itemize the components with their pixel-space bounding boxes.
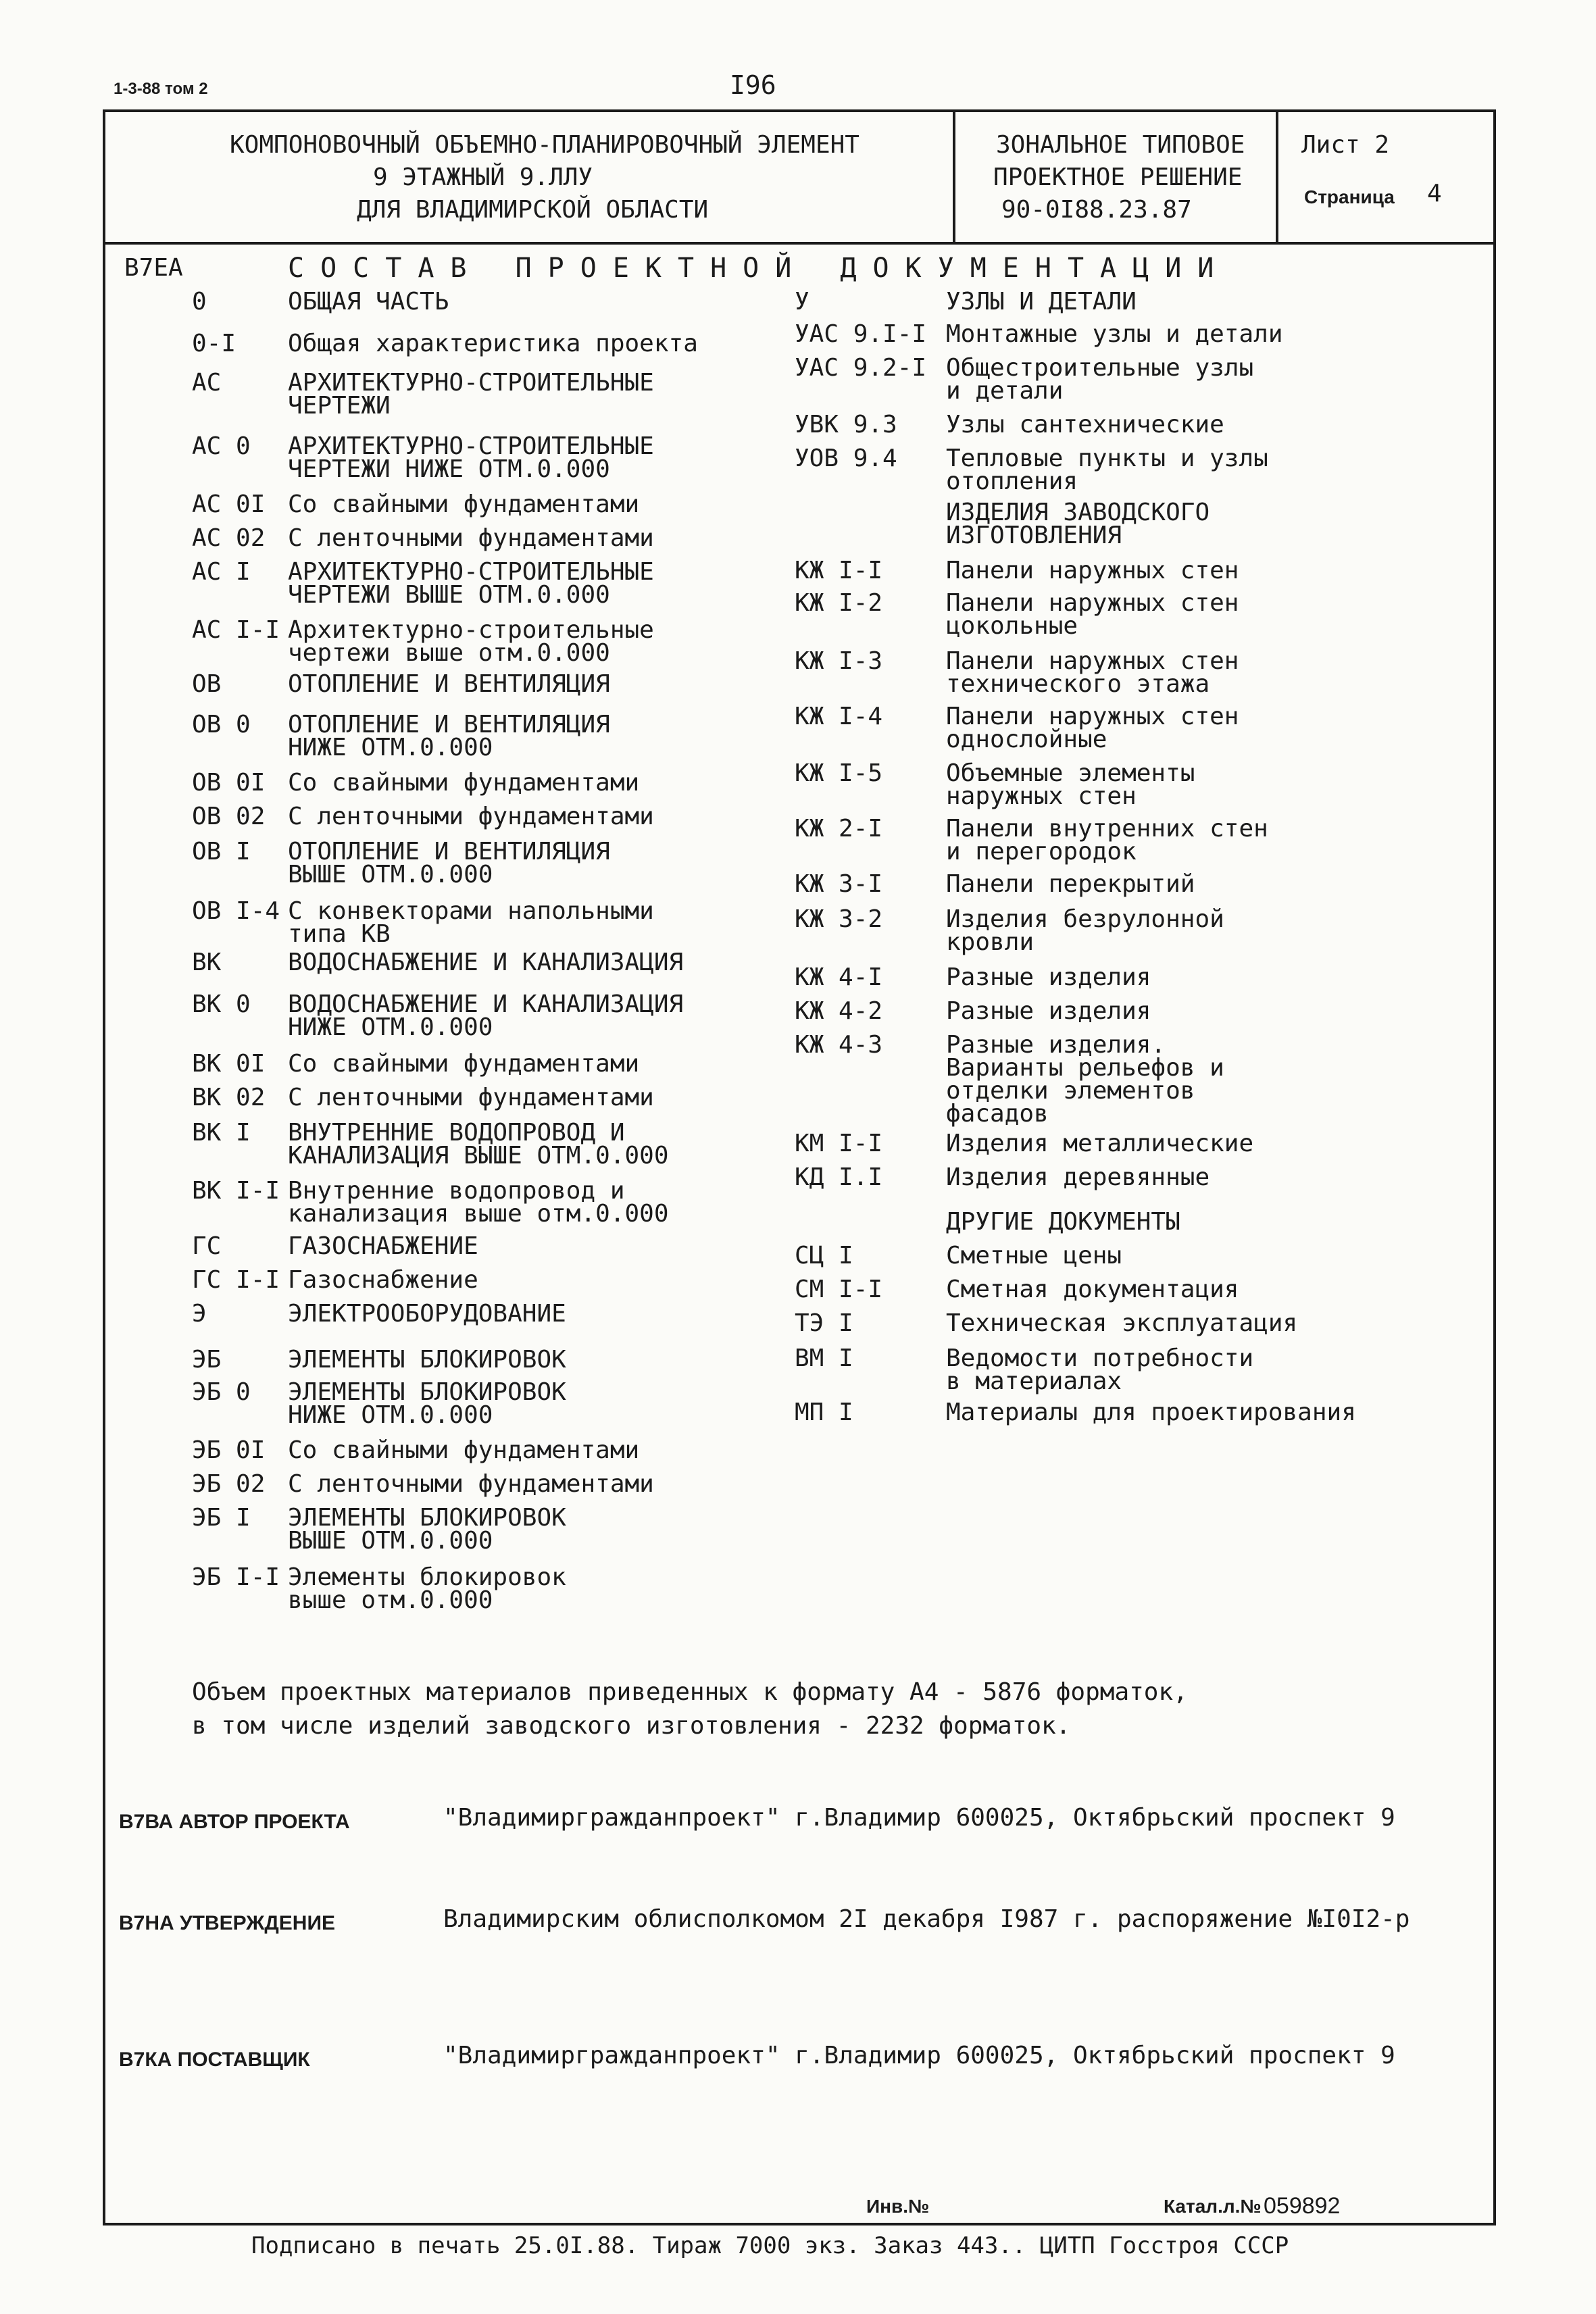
doc-code: ЭБ 02 [192, 1470, 266, 1498]
doc-title-line: Материалы для проектирования [946, 1399, 1356, 1426]
doc-title-line: Со свайными фундаментами [288, 1050, 640, 1078]
doc-code: АС I-I [192, 616, 280, 644]
doc-title-line: АРХИТЕКТУРНО-СТРОИТЕЛЬНЫЕ [288, 369, 654, 397]
doc-title-line: Техническая эксплуатация [946, 1309, 1298, 1337]
page-value: 4 [1427, 180, 1442, 207]
print-line: Подписано в печать 25.0I.88. Тираж 7000 экз. Заказ 443.. ЦИТП Госстроя СССР [251, 2232, 1289, 2259]
doc-title-line: Газоснабжение [288, 1266, 478, 1294]
doc-code: АС 0 [192, 432, 251, 460]
doc-title-line: УЗЛЫ И ДЕТАЛИ [946, 288, 1137, 316]
doc-title-line: ВНУТРЕННИЕ ВОДОПРОВОД И [288, 1119, 625, 1147]
doc-code: ТЭ I [795, 1309, 853, 1337]
doc-code: ВК 0I [192, 1050, 266, 1078]
doc-code: ОВ 0I [192, 769, 266, 797]
doc-title-line: канализация выше отм.0.000 [288, 1200, 669, 1228]
doc-title-line: ГАЗОСНАБЖЕНИЕ [288, 1232, 478, 1260]
doc-title-line: цокольные [946, 612, 1078, 640]
doc-title-line: ИЗДЕЛИЯ ЗАВОДСКОГО [946, 499, 1210, 526]
doc-title-line: Изделия безрулонной [946, 905, 1224, 933]
doc-title-line: отопления [946, 468, 1078, 495]
doc-title-line: выше отм.0.000 [288, 1586, 493, 1614]
doc-code: УАС 9.2-I [795, 354, 927, 382]
doc-code: ОВ 02 [192, 803, 266, 830]
doc-code: ЭБ I [192, 1504, 251, 1532]
doc-title-line: Разные изделия [946, 963, 1151, 991]
doc-title-line: и детали [946, 377, 1064, 405]
doc-code: ВК 0 [192, 990, 251, 1018]
doc-title-line: ЧЕРТЕЖИ НИЖЕ ОТМ.0.000 [288, 455, 610, 483]
doc-code: ВК I [192, 1119, 251, 1147]
doc-code: АС [192, 369, 222, 397]
doc-title-line: ВЫШЕ ОТМ.0.000 [288, 861, 493, 888]
doc-title-line: НИЖЕ ОТМ.0.000 [288, 1013, 493, 1041]
doc-title-line: ВОДОСНАБЖЕНИЕ И КАНАЛИЗАЦИЯ [288, 990, 684, 1018]
doc-title-line: ВОДОСНАБЖЕНИЕ И КАНАЛИЗАЦИЯ [288, 949, 684, 976]
doc-code: КЖ 4-2 [795, 997, 883, 1025]
doc-title-line: Ведомости потребности [946, 1344, 1254, 1372]
doc-code: КЖ I-2 [795, 589, 883, 617]
doc-title-line: ЭЛЕКТРООБОРУДОВАНИЕ [288, 1300, 566, 1328]
doc-code: СЦ I [795, 1242, 853, 1269]
doc-code: ОВ [192, 670, 222, 698]
doc-code: ЭБ I-I [192, 1563, 280, 1591]
doc-code: ГС [192, 1232, 222, 1260]
doc-title-line: Элементы блокировок [288, 1563, 566, 1591]
page-label: Страница [1304, 186, 1395, 207]
doc-code: КЖ I-3 [795, 647, 883, 675]
series-label: 1-3-88 том 2 [114, 80, 208, 98]
doc-code: УВК 9.3 [795, 411, 897, 438]
doc-code: ОВ 0 [192, 711, 251, 738]
approval-label: В7НА УТВЕРЖДЕНИЕ [119, 1912, 336, 1934]
doc-title-line: Со свайными фундаментами [288, 769, 640, 797]
doc-title-line: однослойные [946, 726, 1107, 753]
doc-code: ВК I-I [192, 1177, 280, 1205]
doc-title-line: кровли [946, 928, 1034, 956]
inventory-label: Инв.№ [866, 2196, 930, 2217]
doc-title-line: типа КВ [288, 920, 391, 948]
header-title-line: 9 ЭТАЖНЫЙ 9.ЛЛУ [373, 164, 593, 191]
doc-code: КЖ I-5 [795, 759, 883, 787]
doc-code: ВМ I [795, 1344, 853, 1372]
doc-code: ЭБ 0I [192, 1436, 266, 1464]
doc-code: УОВ 9.4 [795, 445, 897, 472]
doc-code: МП I [795, 1399, 853, 1426]
doc-code: СМ I-I [795, 1276, 883, 1303]
doc-title-line: Архитектурно-строительные [288, 616, 654, 644]
doc-title-line: Сметные цены [946, 1242, 1122, 1269]
doc-title-line: Узлы сантехнические [946, 411, 1224, 438]
doc-title-line: С ленточными фундаментами [288, 524, 654, 552]
doc-code: КЖ 4-3 [795, 1031, 883, 1059]
doc-title-line: Изделия деревянные [946, 1163, 1210, 1191]
doc-title-line: ОБЩАЯ ЧАСТЬ [288, 288, 449, 316]
doc-code: АС 0I [192, 491, 266, 518]
doc-title-line: фасадов [946, 1100, 1049, 1128]
doc-title-line: Внутренние водопровод и [288, 1177, 625, 1205]
doc-title-line: ВЫШЕ ОТМ.0.000 [288, 1527, 493, 1555]
doc-title-line: и перегородок [946, 838, 1137, 865]
doc-title-line: технического этажа [946, 670, 1210, 698]
volume-line-1: Объем проектных материалов приведенных к формату А4 - 5876 форматок, [192, 1678, 1188, 1706]
doc-title-line: АРХИТЕКТУРНО-СТРОИТЕЛЬНЫЕ [288, 432, 654, 460]
doc-code: КЖ I-I [795, 557, 883, 584]
doc-code: КМ I-I [795, 1130, 883, 1157]
doc-title-line: НИЖЕ ОТМ.0.000 [288, 1401, 493, 1429]
doc-code: 0 [192, 288, 207, 316]
catalog-label: Катал.л.№ [1164, 2196, 1262, 2217]
doc-title-line: чертежи выше отм.0.000 [288, 639, 610, 667]
doc-title-line: ОТОПЛЕНИЕ И ВЕНТИЛЯЦИЯ [288, 670, 610, 698]
doc-code: ОВ I-4 [192, 897, 280, 925]
doc-title-line: Панели наружных стен [946, 647, 1239, 675]
doc-title-line: Разные изделия [946, 997, 1151, 1025]
doc-title-line: Со свайными фундаментами [288, 491, 640, 518]
doc-code: ЭБ 0 [192, 1378, 251, 1406]
doc-title-line: ОТОПЛЕНИЕ И ВЕНТИЛЯЦИЯ [288, 711, 610, 738]
doc-title-line: Объемные элементы [946, 759, 1195, 787]
doc-code: ОВ I [192, 838, 251, 865]
doc-code: ВК 02 [192, 1084, 266, 1111]
doc-title-line: ОТОПЛЕНИЕ И ВЕНТИЛЯЦИЯ [288, 838, 610, 865]
section-code: В7ЕА [124, 254, 183, 282]
doc-title-line: Общая характеристика проекта [288, 330, 698, 357]
doc-code: КЖ 3-I [795, 870, 883, 898]
doc-title-line: наружных стен [946, 782, 1137, 810]
supplier-value: "Владимиргражданпроект" г.Владимир 600025, Октябрьский проспект 9 [443, 2042, 1395, 2069]
doc-title-line: Варианты рельефов и [946, 1054, 1224, 1082]
doc-code: КЖ 4-I [795, 963, 883, 991]
doc-title-line: ЧЕРТЕЖИ [288, 392, 391, 420]
doc-title-line: Изделия металлические [946, 1130, 1254, 1157]
doc-title-line: Тепловые пункты и узлы [946, 445, 1268, 472]
doc-title-line: С ленточными фундаментами [288, 1084, 654, 1111]
author-value: "Владимиргражданпроект" г.Владимир 600025, Октябрьский проспект 9 [443, 1804, 1395, 1832]
doc-code: ВК [192, 949, 222, 976]
doc-title-line: ДРУГИЕ ДОКУМЕНТЫ [946, 1208, 1180, 1236]
header-solution-line: ПРОЕКТНОЕ РЕШЕНИЕ [993, 164, 1243, 191]
doc-title-line: С конвекторами напольными [288, 897, 654, 925]
doc-title-line: отделки элементов [946, 1077, 1195, 1105]
header-solution-line: ЗОНАЛЬНОЕ ТИПОВОЕ [996, 131, 1245, 159]
doc-code: Э [192, 1300, 207, 1328]
doc-code: АС 02 [192, 524, 266, 552]
doc-title-line: КАНАЛИЗАЦИЯ ВЫШЕ ОТМ.0.000 [288, 1142, 669, 1169]
doc-title-line: ЭЛЕМЕНТЫ БЛОКИРОВОК [288, 1504, 566, 1532]
header-solution-line: 90-0I88.23.87 [1001, 196, 1192, 224]
sheet-label: Лист 2 [1301, 131, 1390, 159]
header-title-line: ДЛЯ ВЛАДИМИРСКОЙ ОБЛАСТИ [357, 196, 709, 224]
doc-code: 0-I [192, 330, 236, 357]
doc-title-line: Общестроительные узлы [946, 354, 1254, 382]
doc-title-line: Панели внутренних стен [946, 815, 1268, 842]
doc-title-line: С ленточными фундаментами [288, 1470, 654, 1498]
doc-title-line: Панели наружных стен [946, 703, 1239, 730]
doc-code: КЖ 2-I [795, 815, 883, 842]
doc-code: КЖ 3-2 [795, 905, 883, 933]
doc-title-line: ЧЕРТЕЖИ ВЫШЕ ОТМ.0.000 [288, 581, 610, 609]
doc-title-line: в материалах [946, 1367, 1122, 1395]
doc-code: УАС 9.I-I [795, 320, 927, 348]
doc-title-line: Панели наружных стен [946, 589, 1239, 617]
section-title: СОСТАВ ПРОЕКТНОЙ ДОКУМЕНТАЦИИ [288, 253, 1230, 284]
doc-code: КЖ I-4 [795, 703, 883, 730]
supplier-label: В7КА ПОСТАВЩИК [119, 2048, 310, 2071]
doc-code: У [795, 288, 809, 316]
doc-code: КД I.I [795, 1163, 883, 1191]
doc-title-line: Разные изделия. [946, 1031, 1166, 1059]
page-number: I96 [730, 70, 776, 100]
volume-line-2: в том числе изделий заводского изготовления - 2232 форматок. [192, 1712, 1071, 1740]
doc-title-line: ЭЛЕМЕНТЫ БЛОКИРОВОК [288, 1346, 566, 1374]
doc-title-line: Панели наружных стен [946, 557, 1239, 584]
doc-code: ЭБ [192, 1346, 222, 1374]
header-vline-2 [1276, 109, 1278, 243]
header-vline-1 [953, 109, 955, 243]
doc-title-line: ИЗГОТОВЛЕНИЯ [946, 522, 1122, 549]
doc-code: ГС I-I [192, 1266, 280, 1294]
doc-title-line: АРХИТЕКТУРНО-СТРОИТЕЛЬНЫЕ [288, 558, 654, 586]
doc-title-line: Сметная документация [946, 1276, 1239, 1303]
header-divider [103, 242, 1496, 245]
approval-value: Владимирским облисполкомом 2I декабря I987 г. распоряжение №I0I2-р [443, 1905, 1410, 1933]
doc-title-line: ЭЛЕМЕНТЫ БЛОКИРОВОК [288, 1378, 566, 1406]
catalog-value: 059892 [1264, 2193, 1341, 2219]
header-title-line: КОМПОНОВОЧНЫЙ ОБЪЕМНО-ПЛАНИРОВОЧНЫЙ ЭЛЕМЕНТ [230, 131, 859, 159]
doc-title-line: НИЖЕ ОТМ.0.000 [288, 734, 493, 761]
doc-code: АС I [192, 558, 251, 586]
doc-title-line: Панели перекрытий [946, 870, 1195, 898]
author-label: В7ВА АВТОР ПРОЕКТА [119, 1811, 350, 1833]
doc-title-line: С ленточными фундаментами [288, 803, 654, 830]
doc-title-line: Монтажные узлы и детали [946, 320, 1283, 348]
doc-title-line: Со свайными фундаментами [288, 1436, 640, 1464]
